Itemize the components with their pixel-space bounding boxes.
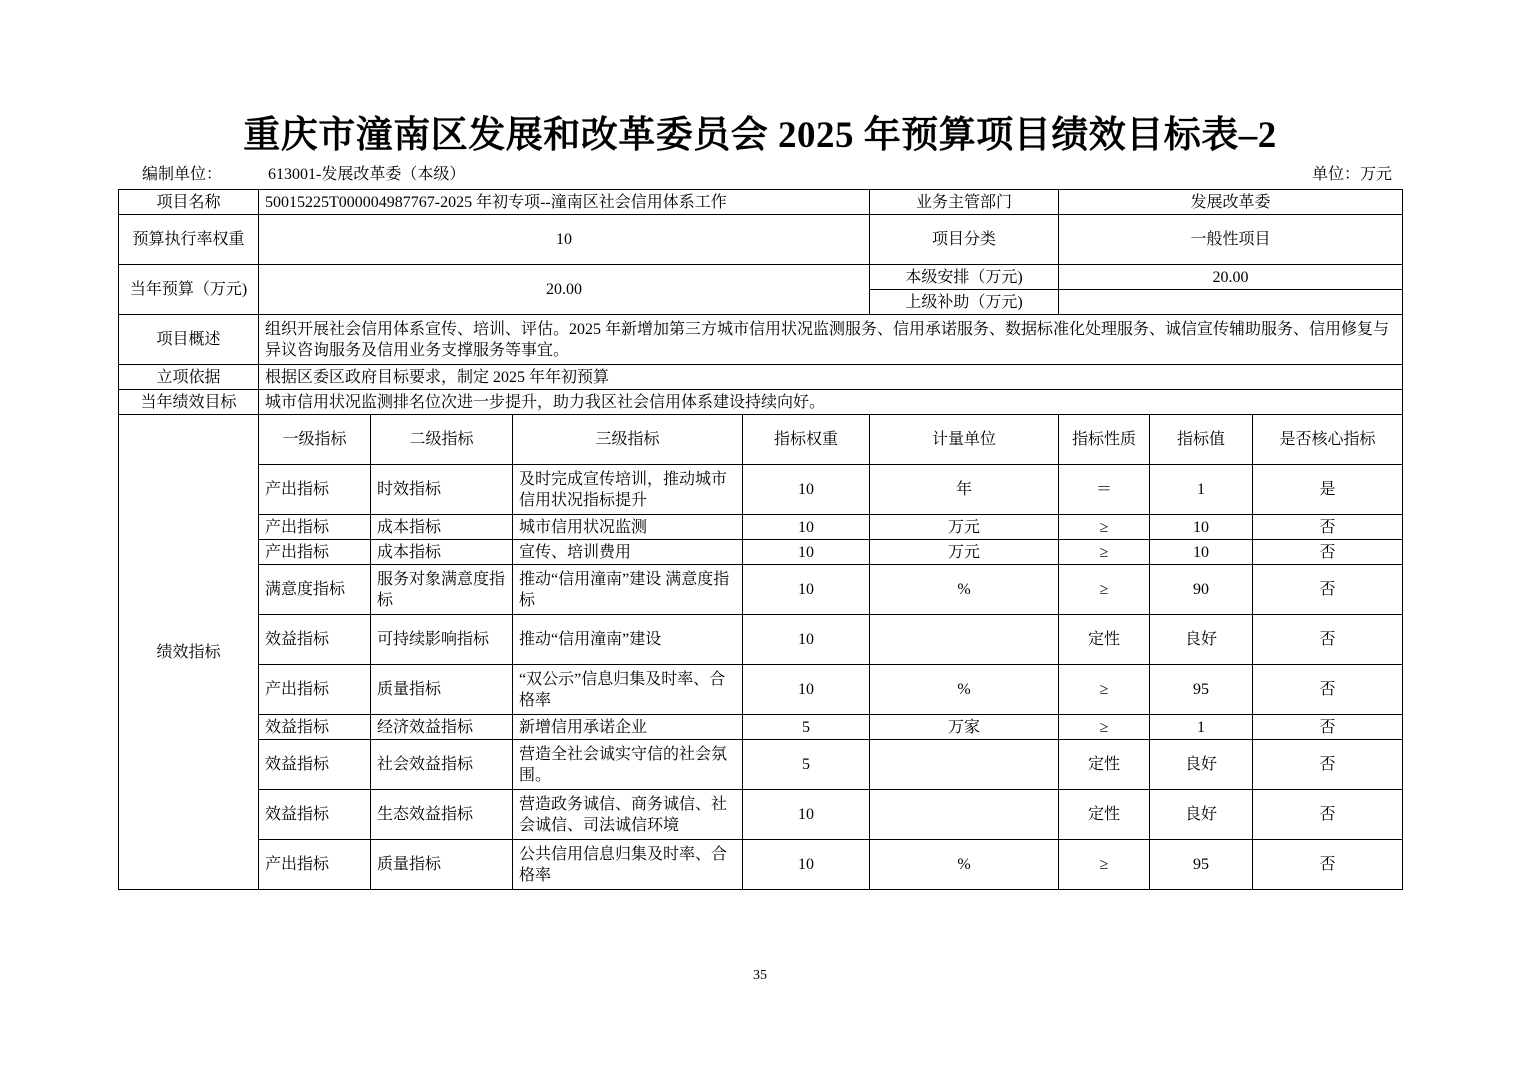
row-budget-local — [119, 265, 1403, 290]
cell-level2: 成本指标 — [371, 540, 513, 565]
cell-unit — [870, 615, 1059, 665]
weight-value: 10 — [259, 215, 870, 265]
row-basis — [119, 365, 1403, 390]
basis-label: 立项依据 — [119, 365, 259, 390]
cell-level1: 满意度指标 — [259, 565, 371, 615]
cell-unit: 万元 — [870, 540, 1059, 565]
cell-nature: ≥ — [1059, 840, 1150, 890]
subsidy-label: 上级补助（万元) — [870, 290, 1059, 315]
cell-level2: 可持续影响指标 — [371, 615, 513, 665]
table-row — [119, 615, 1403, 665]
cell-value: 良好 — [1150, 790, 1253, 840]
cell-value: 1 — [1150, 715, 1253, 740]
table-row — [119, 515, 1403, 540]
header-core: 是否核心指标 — [1253, 415, 1403, 465]
row-project-name — [119, 190, 1403, 215]
page-title: 重庆市潼南区发展和改革委员会 2025 年预算项目绩效目标表–2 — [243, 115, 1277, 156]
cell-nature: ≥ — [1059, 515, 1150, 540]
cell-level1: 效益指标 — [259, 615, 371, 665]
cell-core: 否 — [1253, 790, 1403, 840]
cell-unit: 万家 — [870, 715, 1059, 740]
cell-level1: 产出指标 — [259, 540, 371, 565]
cell-unit: 年 — [870, 465, 1059, 515]
cell-level3: 推动“信用潼南”建设 — [513, 615, 743, 665]
cell-level1: 产出指标 — [259, 465, 371, 515]
cell-level1: 效益指标 — [259, 740, 371, 790]
cell-core: 是 — [1253, 465, 1403, 515]
cell-weight: 10 — [743, 840, 870, 890]
cell-weight: 5 — [743, 740, 870, 790]
cell-unit: % — [870, 840, 1059, 890]
table-row — [119, 565, 1403, 615]
cell-weight: 10 — [743, 540, 870, 565]
cell-level1: 产出指标 — [259, 840, 371, 890]
page-number: 35 — [753, 968, 767, 983]
cell-nature: ≥ — [1059, 565, 1150, 615]
cell-core: 否 — [1253, 715, 1403, 740]
dept-label: 业务主管部门 — [870, 190, 1059, 215]
category-label: 项目分类 — [870, 215, 1059, 265]
cell-weight: 10 — [743, 615, 870, 665]
header-value: 指标值 — [1150, 415, 1253, 465]
cell-value: 1 — [1150, 465, 1253, 515]
table-row — [119, 465, 1403, 515]
header-nature: 指标性质 — [1059, 415, 1150, 465]
cell-core: 否 — [1253, 840, 1403, 890]
cell-level3: 城市信用状况监测 — [513, 515, 743, 540]
budget-label: 当年预算（万元) — [119, 265, 259, 315]
header-l3: 三级指标 — [513, 415, 743, 465]
cell-weight: 10 — [743, 515, 870, 540]
basis-value: 根据区委区政府目标要求，制定 2025 年年初预算 — [259, 365, 1403, 390]
cell-level3: 新增信用承诺企业 — [513, 715, 743, 740]
header-unit: 计量单位 — [870, 415, 1059, 465]
org-label: 编制单位： — [142, 166, 223, 183]
cell-level2: 成本指标 — [371, 515, 513, 540]
cell-nature: 定性 — [1059, 615, 1150, 665]
cell-weight: 10 — [743, 465, 870, 515]
cell-unit: % — [870, 565, 1059, 615]
cell-nature: 定性 — [1059, 790, 1150, 840]
performance-table — [118, 189, 1403, 890]
table-row — [119, 715, 1403, 740]
table-row — [119, 790, 1403, 840]
cell-level3: 及时完成宣传培训，推动城市信用状况指标提升 — [513, 465, 743, 515]
weight-label: 预算执行率权重 — [119, 215, 259, 265]
cell-unit: % — [870, 665, 1059, 715]
indicators-label: 绩效指标 — [119, 415, 259, 890]
indicator-header-row — [119, 415, 1403, 465]
cell-unit — [870, 740, 1059, 790]
cell-weight: 10 — [743, 565, 870, 615]
row-goal — [119, 390, 1403, 415]
table-row — [119, 740, 1403, 790]
cell-core: 否 — [1253, 665, 1403, 715]
table-row — [119, 540, 1403, 565]
cell-core: 否 — [1253, 515, 1403, 540]
cell-core: 否 — [1253, 565, 1403, 615]
header-l2: 二级指标 — [371, 415, 513, 465]
cell-nature: ≥ — [1059, 540, 1150, 565]
cell-level3: 公共信用信息归集及时率、合格率 — [513, 840, 743, 890]
local-value: 20.00 — [1059, 265, 1403, 290]
cell-nature: ≥ — [1059, 665, 1150, 715]
cell-level2: 社会效益指标 — [371, 740, 513, 790]
cell-level3: 营造政务诚信、商务诚信、社会诚信、司法诚信环境 — [513, 790, 743, 840]
cell-level2: 质量指标 — [371, 665, 513, 715]
goal-label: 当年绩效目标 — [119, 390, 259, 415]
category-value: 一般性项目 — [1059, 215, 1403, 265]
cell-level2: 服务对象满意度指标 — [371, 565, 513, 615]
cell-unit: 万元 — [870, 515, 1059, 540]
cell-level1: 效益指标 — [259, 790, 371, 840]
cell-level3: 宣传、培训费用 — [513, 540, 743, 565]
local-label: 本级安排（万元) — [870, 265, 1059, 290]
cell-core: 否 — [1253, 540, 1403, 565]
dept-value: 发展改革委 — [1059, 190, 1403, 215]
cell-weight: 5 — [743, 715, 870, 740]
overview-label: 项目概述 — [119, 315, 259, 365]
cell-level2: 经济效益指标 — [371, 715, 513, 740]
table-row — [119, 840, 1403, 890]
budget-value: 20.00 — [259, 265, 870, 315]
cell-nature: ≥ — [1059, 715, 1150, 740]
unit-label: 单位：万元 — [1311, 166, 1392, 183]
table-row — [119, 665, 1403, 715]
cell-weight: 10 — [743, 665, 870, 715]
cell-value: 良好 — [1150, 740, 1253, 790]
cell-value: 90 — [1150, 565, 1253, 615]
cell-level1: 产出指标 — [259, 665, 371, 715]
row-weight — [119, 215, 1403, 265]
cell-value: 95 — [1150, 665, 1253, 715]
cell-unit — [870, 790, 1059, 840]
cell-core: 否 — [1253, 615, 1403, 665]
project-name-value: 50015225T000004987767-2025 年初专项--潼南区社会信用体系工作 — [259, 190, 870, 215]
cell-level3: 营造全社会诚实守信的社会氛围。 — [513, 740, 743, 790]
cell-level2: 生态效益指标 — [371, 790, 513, 840]
cell-level1: 效益指标 — [259, 715, 371, 740]
org-value: 613001-发展改革委（本级） — [268, 166, 466, 183]
cell-level2: 质量指标 — [371, 840, 513, 890]
cell-value: 良好 — [1150, 615, 1253, 665]
cell-level2: 时效指标 — [371, 465, 513, 515]
goal-value: 城市信用状况监测排名位次进一步提升，助力我区社会信用体系建设持续向好。 — [259, 390, 1403, 415]
cell-level3: 推动“信用潼南”建设 满意度指标 — [513, 565, 743, 615]
cell-value: 10 — [1150, 540, 1253, 565]
cell-value: 95 — [1150, 840, 1253, 890]
header-l1: 一级指标 — [259, 415, 371, 465]
header-weight: 指标权重 — [743, 415, 870, 465]
cell-nature: 定性 — [1059, 740, 1150, 790]
subsidy-value — [1059, 290, 1403, 315]
cell-value: 10 — [1150, 515, 1253, 540]
cell-level3: “双公示”信息归集及时率、合格率 — [513, 665, 743, 715]
cell-weight: 10 — [743, 790, 870, 840]
cell-core: 否 — [1253, 740, 1403, 790]
project-name-label: 项目名称 — [119, 190, 259, 215]
cell-level1: 产出指标 — [259, 515, 371, 540]
overview-value: 组织开展社会信用体系宣传、培训、评估。2025 年新增加第三方城市信用状况监测服务、信用承诺服务、数据标准化处理服务、诚信宣传辅助服务、信用修复与异议咨询服务及信用业务支撑服务等事宜。 — [259, 315, 1403, 365]
row-overview — [119, 315, 1403, 365]
cell-nature: ＝ — [1059, 465, 1150, 515]
